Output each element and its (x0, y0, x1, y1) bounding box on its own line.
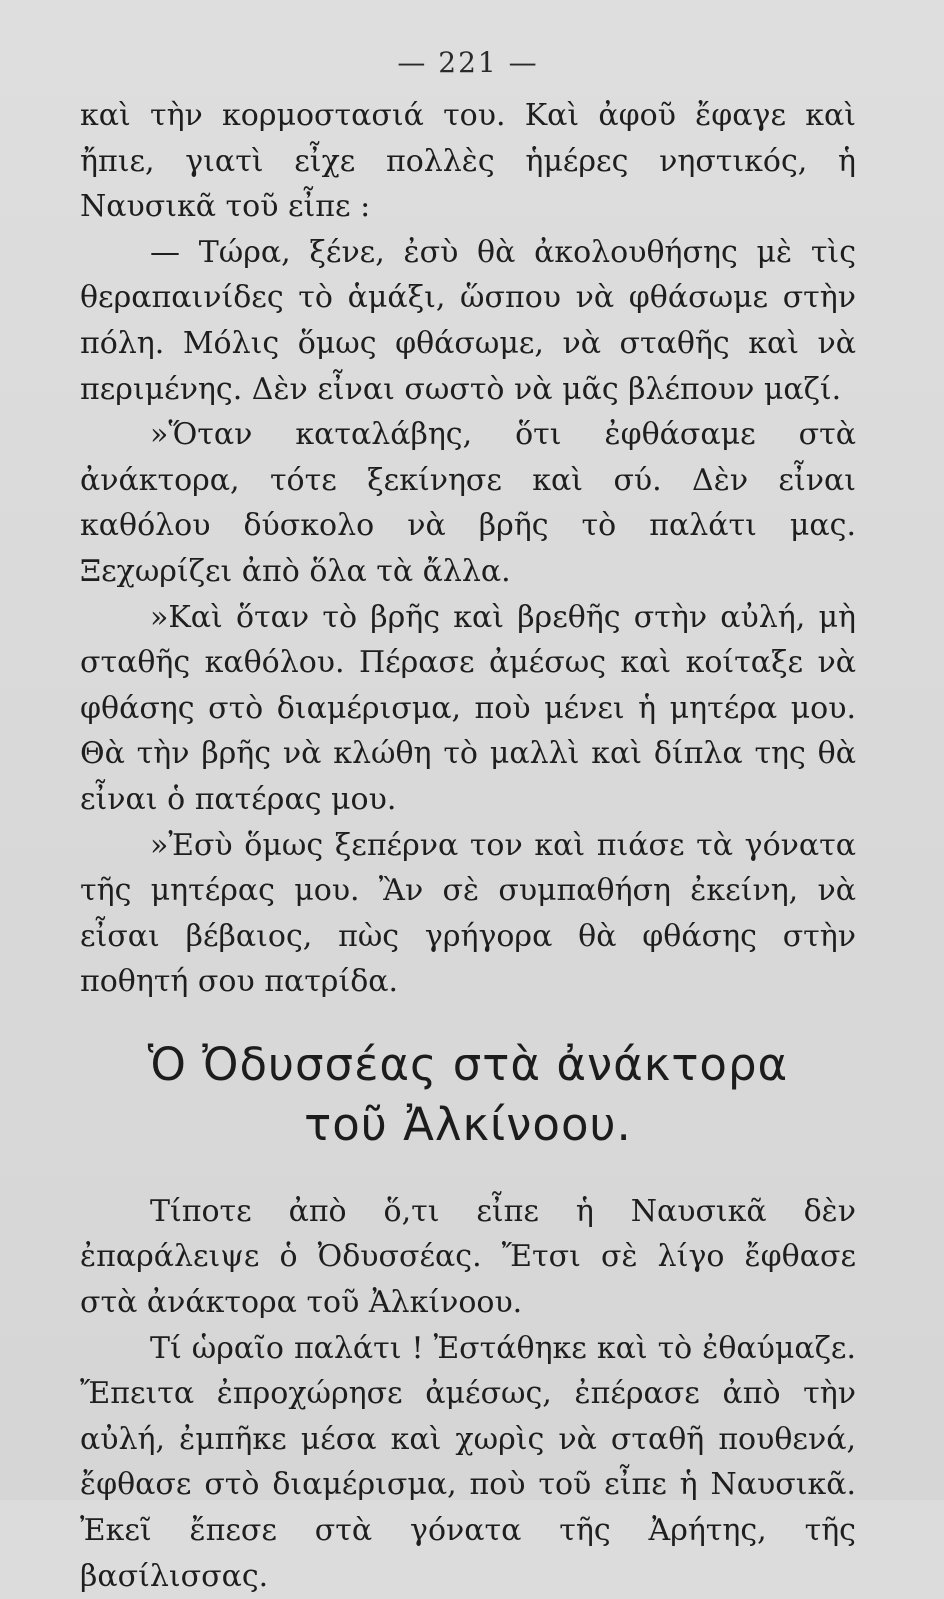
paragraph-dialogue: — Τώρα, ξένε, ἐσὺ θὰ ἀκολουθήσης μὲ τὶς θεραπαινίδες τὸ ἁμάξι, ὥσπου νὰ φθάσωμε στὴν πόλη. Μόλις ὅμως φθάσωμε, νὰ σταθῆς καὶ νὰ περιμένης. Δὲν εἶναι σωστὸ νὰ μᾶς βλέπουν μαζί. (80, 234, 856, 407)
paragraph-quote: »Ὅταν καταλάβης, ὅτι ἐφθάσαμε στὰ ἀνάκτορα, τότε ξεκίνησε καὶ σύ. Δὲν εἶναι καθόλου δύσκολο νὰ βρῆς τὸ παλάτι μας. Ξεχωρίζει ἀπὸ ὅλα τὰ ἄλλα. (80, 417, 856, 589)
page-number: — 221 — (397, 46, 539, 79)
paragraph-quote: »Ἐσὺ ὅμως ξεπέρνα τον καὶ πιάσε τὰ γόνατα τῆς μητέρας μου. Ἂν σὲ συμπαθήση ἐκείνη, νὰ εἶσαι βέβαιος, πὼς γρήγορα θὰ φθάσης στὴν ποθητή σου πατρίδα. (80, 827, 856, 1000)
paragraph-continuation: καὶ τὴν κορμοστασιά του. Καὶ ἀφοῦ ἔφαγε καὶ ἤπιε, γιατὶ εἶχε πολλὲς ἡμέρες νηστικός, ἡ Ναυσικᾶ τοῦ εἶπε : (80, 98, 856, 225)
paragraph-quote: »Καὶ ὅταν τὸ βρῆς καὶ βρεθῆς στὴν αὐλή, μὴ σταθῆς καθόλου. Πέρασε ἀμέσως καὶ κοίταξε νὰ φθάσης στὸ διαμέρισμα, ποὺ μένει ἡ μητέρα μου. Θὰ τὴν βρῆς νὰ κλώθη τὸ μαλλὶ καὶ δίπλα της θὰ εἶναι ὁ πατέρας μου. (80, 599, 856, 817)
section-title-line: τοῦ Ἀλκίνοου. (304, 1097, 632, 1151)
paragraph-narrative: Τί ὡραῖο παλάτι ! Ἐστάθηκε καὶ τὸ ἐθαύμαζε. Ἔπειτα ἐπροχώρησε ἀμέσως, ἐπέρασε ἀπὸ τὴν αὐλή, ἐμπῆκε μέσα καὶ χωρὶς νὰ σταθῆ πουθενά, ἔφθασε στὸ διαμέρισμα, ποὺ τοῦ εἶπε ἡ Ναυσικᾶ. Ἐκεῖ ἔπεσε στὰ γόνατα τῆς Ἀρήτης, τῆς βασίλισσας. (80, 1330, 856, 1594)
section-title (80, 1035, 856, 1155)
paragraph-narrative: Τίποτε ἀπὸ ὅ,τι εἶπε ἡ Ναυσικᾶ δὲν ἐπαράλειψε ὁ Ὀδυσσέας. Ἔτσι σὲ λίγο ἔφθασε στὰ ἀνάκτορα τοῦ Ἀλκίνοου. (80, 1193, 856, 1321)
section-title-line: Ὁ Ὀδυσσέας στὰ ἀνάκτορα (147, 1037, 789, 1091)
